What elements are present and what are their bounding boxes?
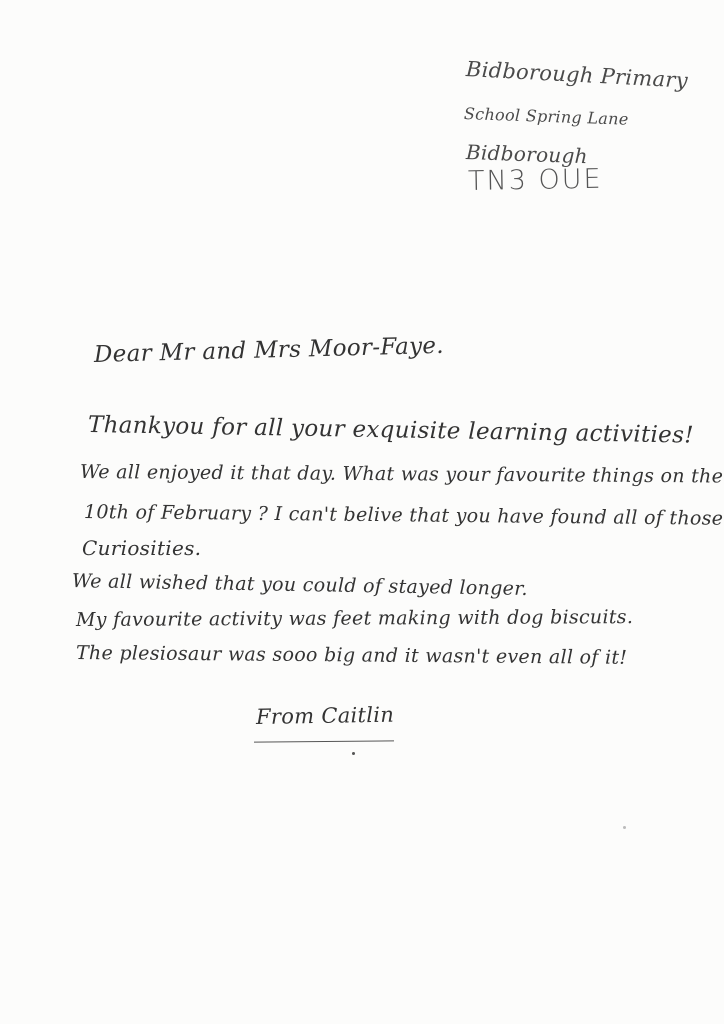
salutation: Dear Mr and Mrs Moor-Faye. [93,332,445,368]
letter-line: 10th of February ? I can't belive that you have found all of those [83,501,724,530]
signature: From Caitlin [255,702,395,729]
letter-line: Thankyou for all your exquisite learning activities! [87,412,694,449]
letter-line: The plesiosaur was sooo big and it wasn't even all of it! [75,642,628,669]
signature-underline [254,740,394,742]
address-line-1: Bidborough Primary [465,57,689,93]
address-line-3: Bidborough [465,140,589,169]
letter-line: Curiosities. [82,536,202,560]
address-line-2: School Spring Lane [463,104,629,129]
letter-line: My favourite activity was feet making with dog biscuits. [75,606,634,631]
address-postcode: TN3 OUE [467,163,603,197]
paper-mark [623,826,626,829]
letter-line: We all wished that you could of stayed longer. [71,570,528,600]
letter-line: We all enjoyed it that day. What was your favourite things on the [79,461,724,488]
pencil-dot [352,752,355,755]
